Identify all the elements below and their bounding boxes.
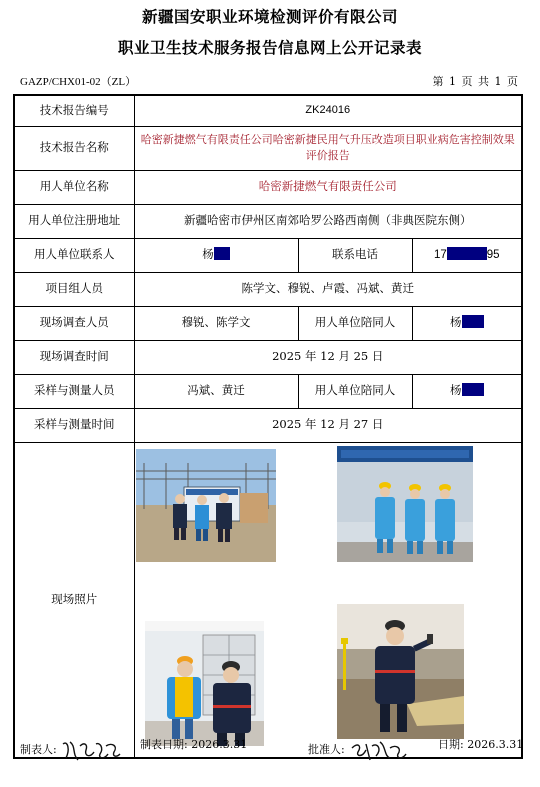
page-indicator: 第 1 页 共 1 页 (432, 75, 518, 88)
escort-prefix: 杨 (450, 315, 462, 330)
phone-value (412, 238, 522, 272)
redaction-mark (462, 383, 484, 396)
table-row (14, 95, 522, 126)
escort-value-2 (412, 374, 522, 408)
photos-cell (134, 442, 522, 758)
date-block (438, 736, 523, 752)
address-label: 用人单位注册地址 (14, 204, 134, 238)
team-value: 陈学文、穆锐、卢霞、冯斌、黄迁 (134, 272, 522, 306)
maker-block (20, 736, 122, 764)
site-photo-2 (337, 446, 473, 562)
survey-time-value: 2025 年 12 月 25 日 (134, 340, 522, 374)
phone-suffix: 95 (486, 248, 500, 261)
maker-label: 制表人: (20, 743, 57, 756)
maker-signature (60, 736, 122, 764)
sampling-time-label: 采样与测量时间 (14, 408, 134, 442)
record-table (13, 94, 523, 759)
redaction-mark (462, 315, 484, 328)
redaction-mark (447, 247, 487, 260)
escort-label: 用人单位陪同人 (298, 306, 412, 340)
table-row (14, 238, 522, 272)
site-photo-1-image (136, 449, 276, 562)
report-no-label: 技术报告编号 (14, 95, 134, 126)
sampling-time-value: 2025 年 12 月 27 日 (134, 408, 522, 442)
escort-prefix: 杨 (450, 383, 462, 398)
table-row (14, 374, 522, 408)
table-row (14, 408, 522, 442)
redaction-mark (214, 247, 230, 260)
escort-value (412, 306, 522, 340)
make-date-label: 制表日期: (140, 738, 188, 751)
photo-grid (135, 443, 524, 757)
team-label: 项目组人员 (14, 272, 134, 306)
site-photo-3-image (145, 621, 264, 746)
employer-label: 用人单位名称 (14, 170, 134, 204)
table-row (14, 272, 522, 306)
table-row (14, 170, 522, 204)
survey-time-label: 现场调查时间 (14, 340, 134, 374)
site-photo-4 (337, 604, 464, 739)
table-row (14, 126, 522, 170)
address-value: 新疆哈密市伊州区南郊哈罗公路西南侧（非典医院东侧） (134, 204, 522, 238)
phone-prefix: 17 (433, 248, 447, 261)
sampling-staff-label: 采样与测量人员 (14, 374, 134, 408)
employer-value: 哈密新捷燃气有限责任公司 (134, 170, 522, 204)
approver-signature (348, 736, 410, 764)
escort-label-2: 用人单位陪同人 (298, 374, 412, 408)
report-name-value: 哈密新捷燃气有限责任公司哈密新捷民用气升压改造项目职业病危害控制效果评价报告 (134, 126, 522, 170)
site-photo-2-image (337, 446, 473, 562)
phone-label: 联系电话 (298, 238, 412, 272)
site-photo-4-image (337, 604, 464, 739)
date-value: 2026.3.31 (467, 738, 524, 751)
report-no-value: ZK24016 (134, 95, 522, 126)
document-number: GAZP/CHX01-02（ZL） (20, 76, 137, 88)
survey-staff-label: 现场调查人员 (14, 306, 134, 340)
table-row (14, 204, 522, 238)
table-row (14, 306, 522, 340)
report-name-label: 技术报告名称 (14, 126, 134, 170)
contact-label: 用人单位联系人 (14, 238, 134, 272)
contact-value (134, 238, 298, 272)
contact-prefix: 杨 (202, 247, 214, 262)
table-row (14, 340, 522, 374)
document-title: 职业卫生技术服务报告信息网上公开记录表 (117, 38, 422, 57)
survey-staff-value: 穆锐、陈学文 (134, 306, 298, 340)
date-label: 日期: (438, 738, 464, 751)
sampling-staff-value: 冯斌、黄迁 (134, 374, 298, 408)
photos-label: 现场照片 (14, 442, 134, 758)
site-photo-3 (145, 621, 264, 746)
table-row (14, 442, 522, 758)
make-date-block (140, 736, 247, 752)
approver-label: 批准人: (308, 743, 345, 756)
make-date-value: 2026.3.31 (191, 738, 248, 751)
company-name: 新疆国安职业环境检测评价有限公司 (141, 7, 398, 26)
site-photo-1 (136, 449, 276, 562)
approver-block (308, 736, 410, 764)
